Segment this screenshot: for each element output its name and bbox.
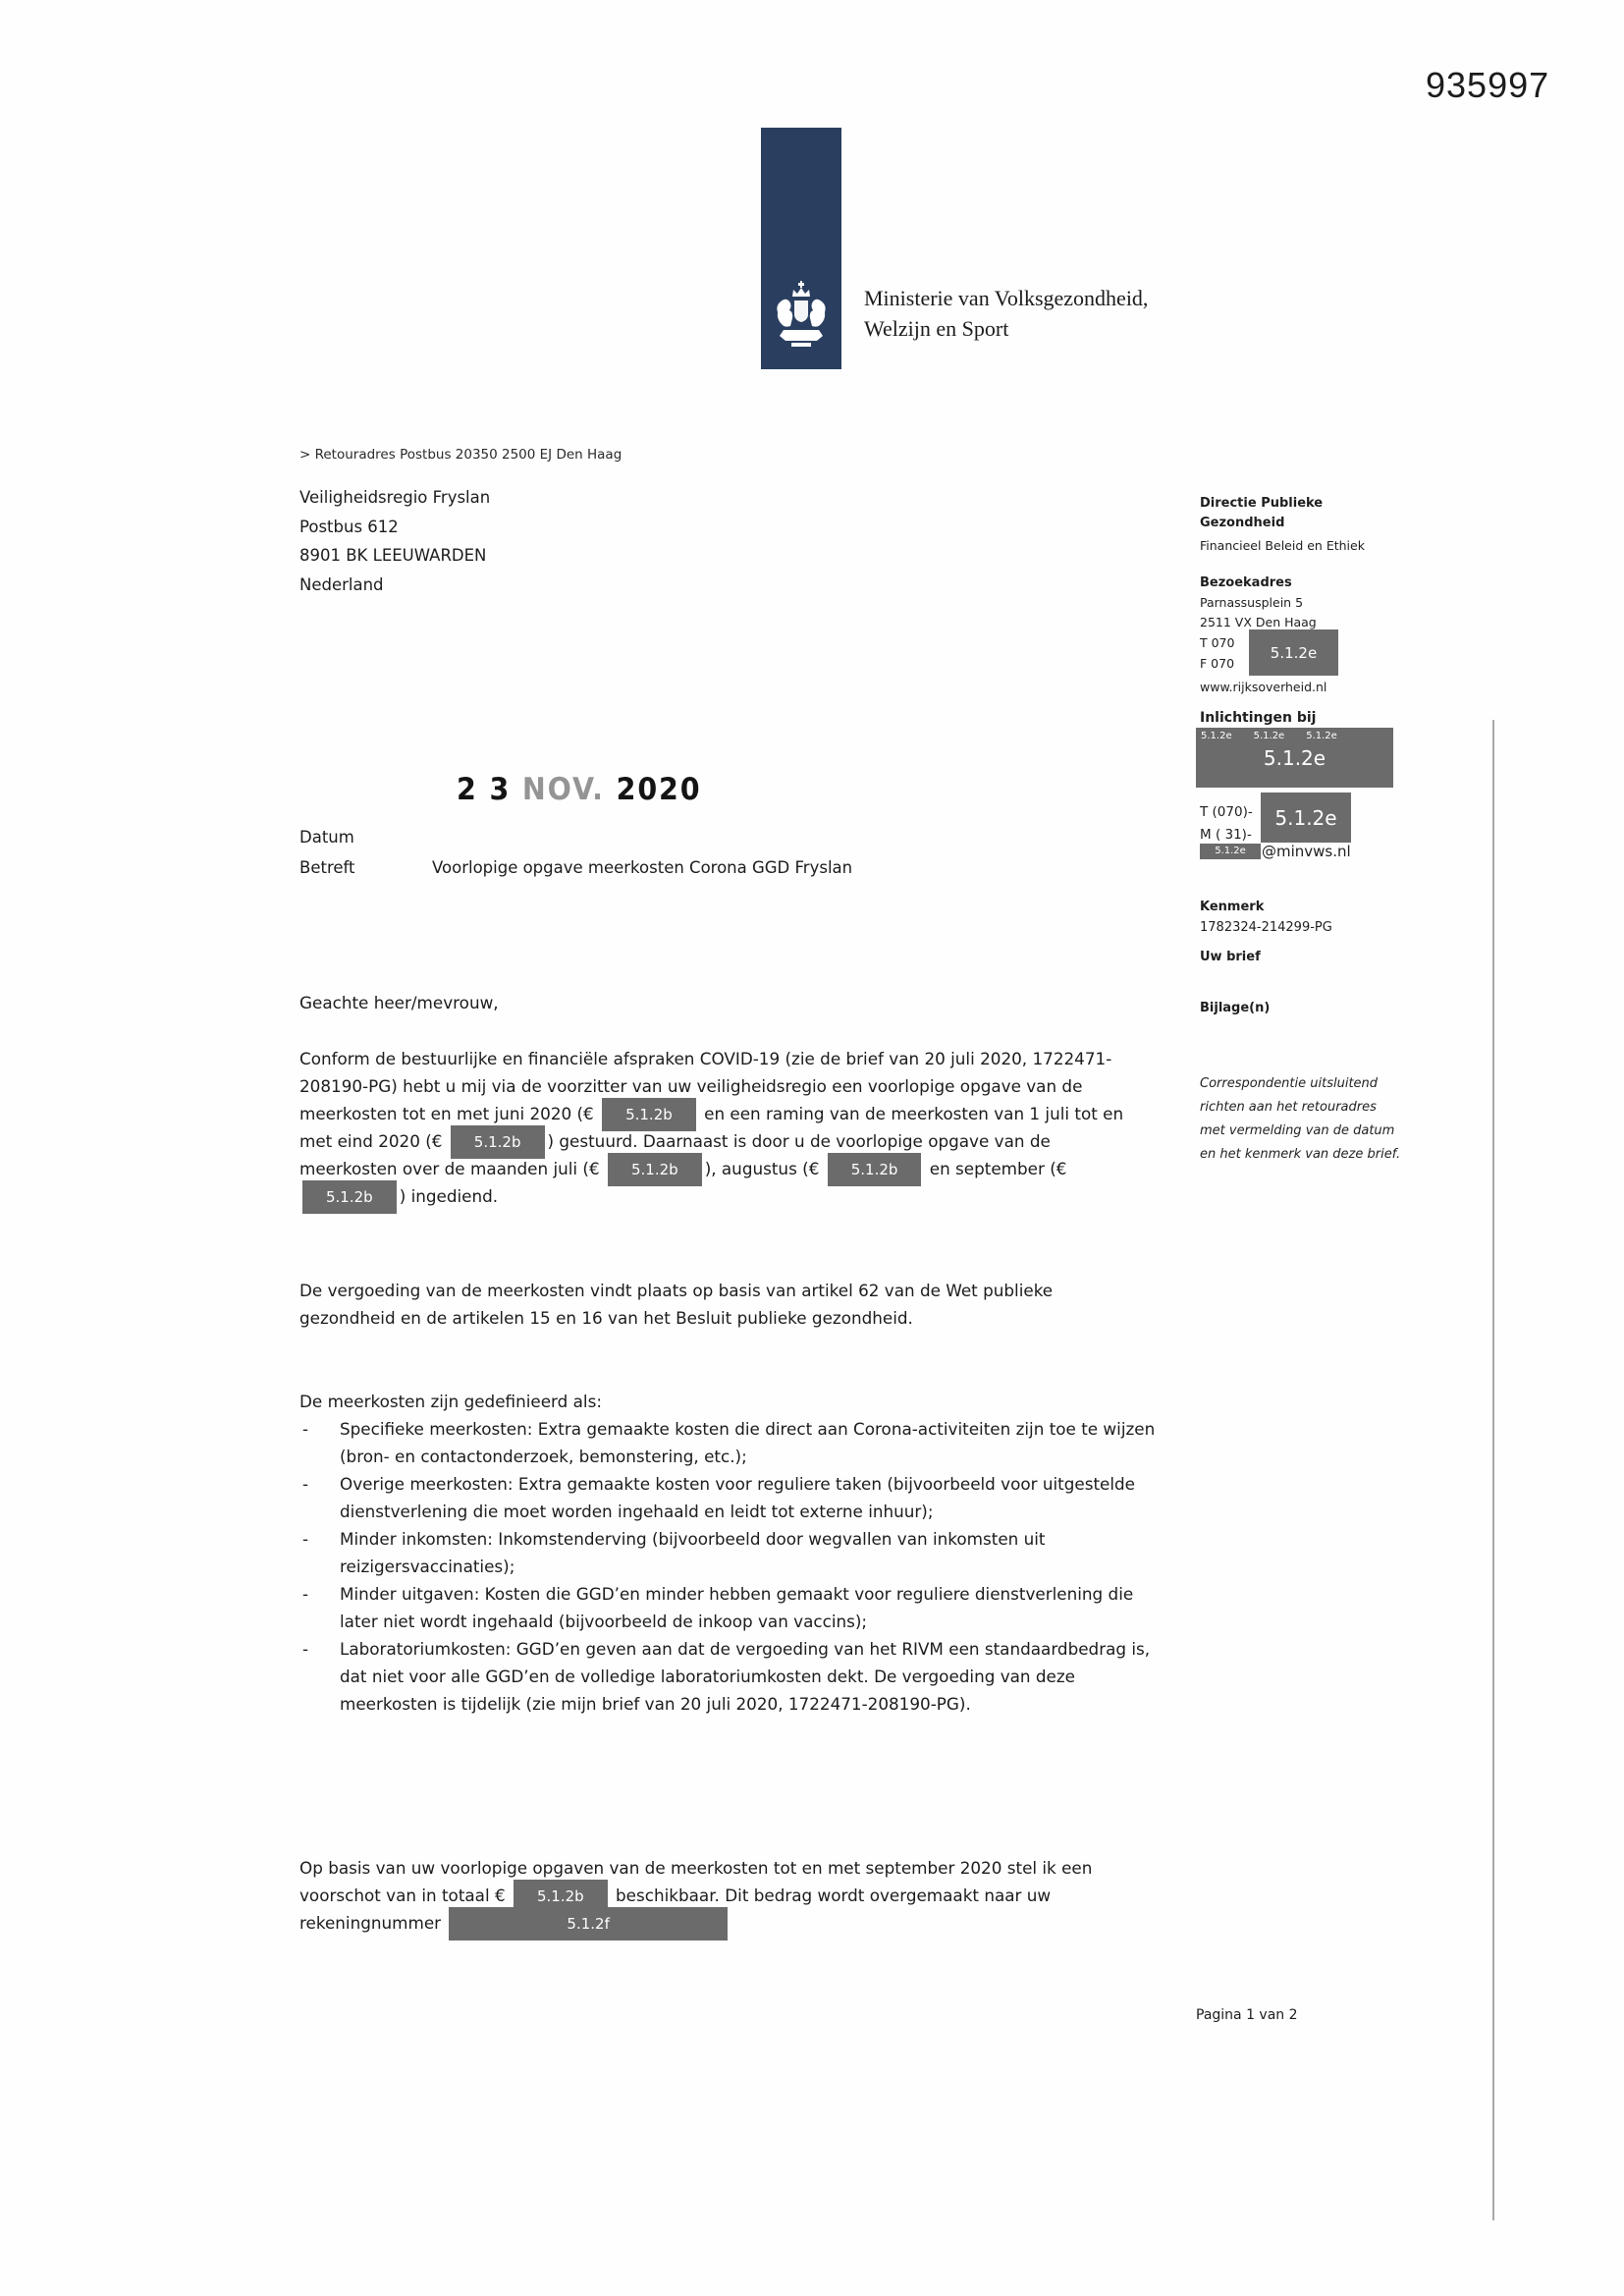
list-item: - Laboratoriumkosten: GGD’en geven aan dat de vergoeding van het RIVM een standaardbedrag is, dat niet voor alle GGD’en de volledige laboratoriumkosten dekt. De vergoeding van deze meerkosten is tijdelijk (zie mijn brief van 20 juli 2020, 1722471-208190-PG). [299,1635,1156,1718]
recipient-postbus: Postbus 612 [299,517,399,536]
definitions-list [299,1415,1156,1718]
betreft-label: Betreft [299,858,355,877]
stamp-month: NOV. [521,772,605,807]
bezoekadres-line2: 2511 VX Den Haag [1200,615,1317,629]
redaction-box: 5.1.2b [451,1125,545,1159]
text-segment: en een raming van de meerkosten van 1 juli tot en met eind 2020 (€ [299,1104,1124,1151]
kenmerk-label: Kenmerk [1200,900,1265,914]
text-segment: ) ingediend. [399,1186,499,1206]
page-number: Pagina 1 van 2 [1196,2007,1298,2023]
redaction-label-large: 5.1.2e [1263,746,1326,770]
recipient-name: Veiligheidsregio Fryslan [299,488,491,507]
scan-number: 935997 [1426,65,1550,105]
redaction-box: 5.1.2b [828,1153,922,1186]
redaction-label: 5.1.2e [1253,731,1285,741]
redaction-box-contact [1196,728,1393,788]
text-segment: ) gestuurd. Daarnaast is door u de voorlopige opgave van de meerkosten over de maanden juli (€ [299,1131,1051,1178]
fax-prefix: F 070 [1200,656,1235,671]
list-item: - Minder inkomsten: Inkomstenderving (bijvoorbeeld door wegvallen van inkomsten uit reizigersvaccinaties); [299,1525,1156,1580]
uw-brief-label: Uw brief [1200,950,1261,964]
stamp-year: 2020 [616,772,702,807]
ministry-name-line2: Welzijn en Sport [864,316,1009,341]
date-stamp [457,772,701,807]
sidebar-department: Financieel Beleid en Ethiek [1200,538,1365,553]
redaction-box-email: 5.1.2e [1200,844,1261,859]
directorate-line1: Directie Publieke [1200,496,1324,511]
contact-mobile-prefix: M ( 31)- [1200,827,1252,843]
redaction-box: 5.1.2b [302,1180,397,1214]
kenmerk-value: 1782324-214299-PG [1200,920,1332,935]
redaction-label: 5.1.2e [1306,731,1337,741]
recipient-country: Nederland [299,574,384,594]
paragraph-3 [299,1854,1150,1937]
paragraph-2: De vergoeding van de meerkosten vindt plaats op basis van artikel 62 van de Wet publieke gezondheid en de artikelen 15 en 16 van het Besluit publieke gezondheid. [299,1281,1054,1328]
inlichtingen-label: Inlichtingen bij [1200,710,1317,726]
list-item: - Overige meerkosten: Extra gemaakte kosten voor reguliere taken (bijvoorbeeld voor uitgestelde dienstverlening die moet worden ingehaald en leidt tot externe inhuur); [299,1470,1156,1525]
coat-of-arms-icon [772,281,831,363]
redaction-box: 5.1.2f [449,1907,727,1941]
stamp-day: 2 3 [457,772,512,807]
redaction-small-row [1196,728,1393,742]
phone-prefix: T 070 [1200,635,1235,650]
email-suffix: @minvws.nl [1262,843,1351,860]
list-item: - Minder uitgaven: Kosten die GGD’en minder hebben gemaakt voor reguliere dienstverlening die later niet wordt ingehaald (bijvoorbeeld de inkoop van vaccins); [299,1580,1156,1635]
redaction-box: 5.1.2b [514,1880,608,1913]
bijlagen-label: Bijlage(n) [1200,1001,1271,1015]
bezoekadres-label: Bezoekadres [1200,575,1292,590]
bezoekadres-line1: Parnassusplein 5 [1200,595,1304,610]
recipient-address [299,483,490,599]
correspondence-note: Correspondentie uitsluitend richten aan het retouradres met vermelding van de datum en het kenmerk van deze brief. [1200,1076,1401,1162]
ministry-name [864,283,1148,344]
redaction-box-phone-fax: 5.1.2e [1249,629,1338,676]
rijksoverheid-logo [761,128,841,369]
text-segment: Conform de bestuurlijke en financiële afspraken COVID-19 (zie de brief van 20 juli 2020, 1722471-208190-PG) hebt u mij via de voorzitter van uw veiligheidsregio een voorlopige opgave van de meerkosten tot en met juni 2020 (€ [299,1049,1112,1123]
paragraph-1 [299,1045,1150,1210]
salutation: Geachte heer/mevrouw, [299,993,499,1012]
text-segment: en september (€ [924,1159,1067,1178]
redaction-box-contact-phone: 5.1.2e [1261,793,1351,843]
redaction-box: 5.1.2b [602,1098,696,1131]
contact-phone-lines [1200,801,1253,847]
text-segment: ), augustus (€ [704,1159,825,1178]
recipient-city: 8901 BK LEEUWARDEN [299,546,487,565]
sidebar-directorate [1200,494,1323,533]
retouradres-line: > Retouradres Postbus 20350 2500 EJ Den Haag [299,447,623,463]
text-segment: Op basis van uw voorlopige opgaven van de meerkosten tot en met september 2020 stel ik een voorschot van in totaal € [299,1858,1093,1905]
contact-phone-prefix: T (070)- [1200,804,1253,820]
bezoekadres-value [1200,593,1317,632]
definitions-intro: De meerkosten zijn gedefinieerd als: [299,1392,602,1411]
scan-edge-line [1492,720,1494,2220]
directorate-line2: Gezondheid [1200,516,1285,530]
contact-email-line [1200,842,1351,861]
redaction-label: 5.1.2e [1201,731,1232,741]
datum-label: Datum [299,828,354,847]
redaction-box: 5.1.2b [608,1153,702,1186]
phone-fax-lines [1200,632,1234,674]
list-item: - Specifieke meerkosten: Extra gemaakte kosten die direct aan Corona-activiteiten zijn toe te wijzen (bron- en contactonderzoek, bemonstering, etc.); [299,1415,1156,1470]
betreft-value: Voorlopige opgave meerkosten Corona GGD Fryslan [432,858,853,877]
text-segment: beschikbaar. Dit bedrag wordt overgemaakt naar uw rekeningnummer [299,1886,1052,1933]
ministry-name-line1: Ministerie van Volksgezondheid, [864,286,1149,310]
website: www.rijksoverheid.nl [1200,680,1327,694]
